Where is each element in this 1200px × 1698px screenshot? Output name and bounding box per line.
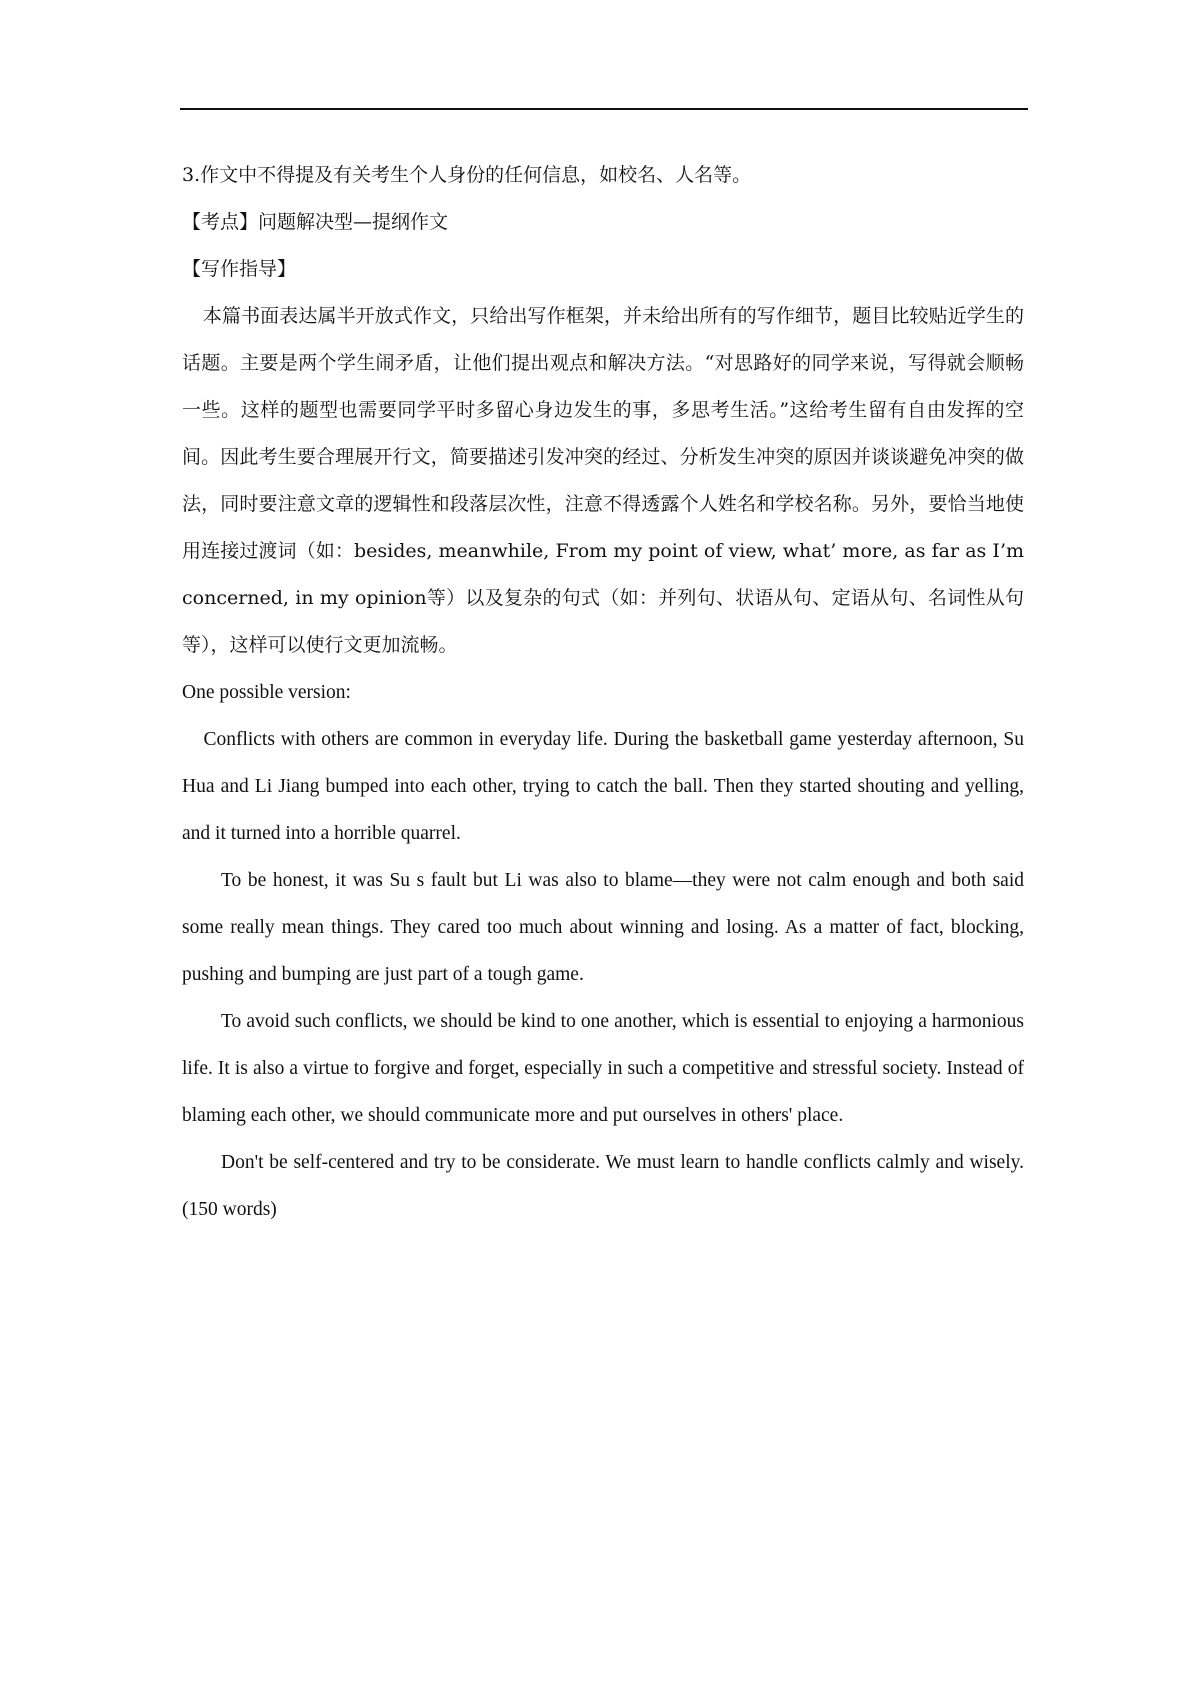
requirement-item-3: 3.作文中不得提及有关考生个人身份的任何信息，如校名、人名等。 xyxy=(182,164,752,186)
writing-guide-text: 本篇书面表达属半开放式作文，只给出写作框架，并未给出所有的写作细节，题目比较贴近学生的话题。主要是两个学生闹矛盾，让他们提出观点和解决方法。“对思路好的同学来说，写得就会顺畅一些。这样的题型也需要同学平时多留心身边发生的事，多思考生活。”这给考生留有自由发挥的空间。因此考生要合理展开行文，简要描述引发冲突的经过、分析发生冲突的原因并谈谈避免冲突的做法，同时要注意文章的逻辑性和段落层次性，注意不得透露个人姓名和学校名称。另外，要恰当地使用连接过渡词（如：besides, meanwhile, From my point of view, what’ more, as far as I’m concerned, in my opinion等）以及复杂的句式（如：并列句、状语从句、定语从句、名词性从句等），这样可以使行文更加流畅。 xyxy=(182,305,1024,656)
kaodian-label: 【考点】问题解决型—提纲作文 xyxy=(182,211,449,233)
essay-paragraph-2: To be honest, it was Su s fault but Li was also to blame—they were not calm enough and both said some really mean things. They cared too much about winning and losing. As a matter of fact, blocking, pushing and bumping are just part of a tough game. xyxy=(182,870,1024,985)
document-body xyxy=(182,152,1024,1233)
essay-paragraph-4: Don't be self-centered and try to be considerate. We must learn to handle conflicts calmly and wisely.(150 words) xyxy=(182,1152,1024,1220)
writing-guide-heading: 【写作指导】 xyxy=(182,258,297,280)
essay-paragraph-3: To avoid such conflicts, we should be kind to one another, which is essential to enjoying a harmonious life. It is also a virtue to forgive and forget, especially in such a competitive and stressful society. Instead of blaming each other, we should communicate more and put ourselves in others' place. xyxy=(182,1011,1024,1126)
version-label: One possible version: xyxy=(182,682,351,703)
essay-paragraph-1: Conflicts with others are common in everyday life. During the basketball game yesterday afternoon, Su Hua and Li Jiang bumped into each other, trying to catch the ball. Then they started shouting and yelling, and it turned into a horrible quarrel. xyxy=(182,729,1024,844)
header-rule xyxy=(180,108,1028,110)
